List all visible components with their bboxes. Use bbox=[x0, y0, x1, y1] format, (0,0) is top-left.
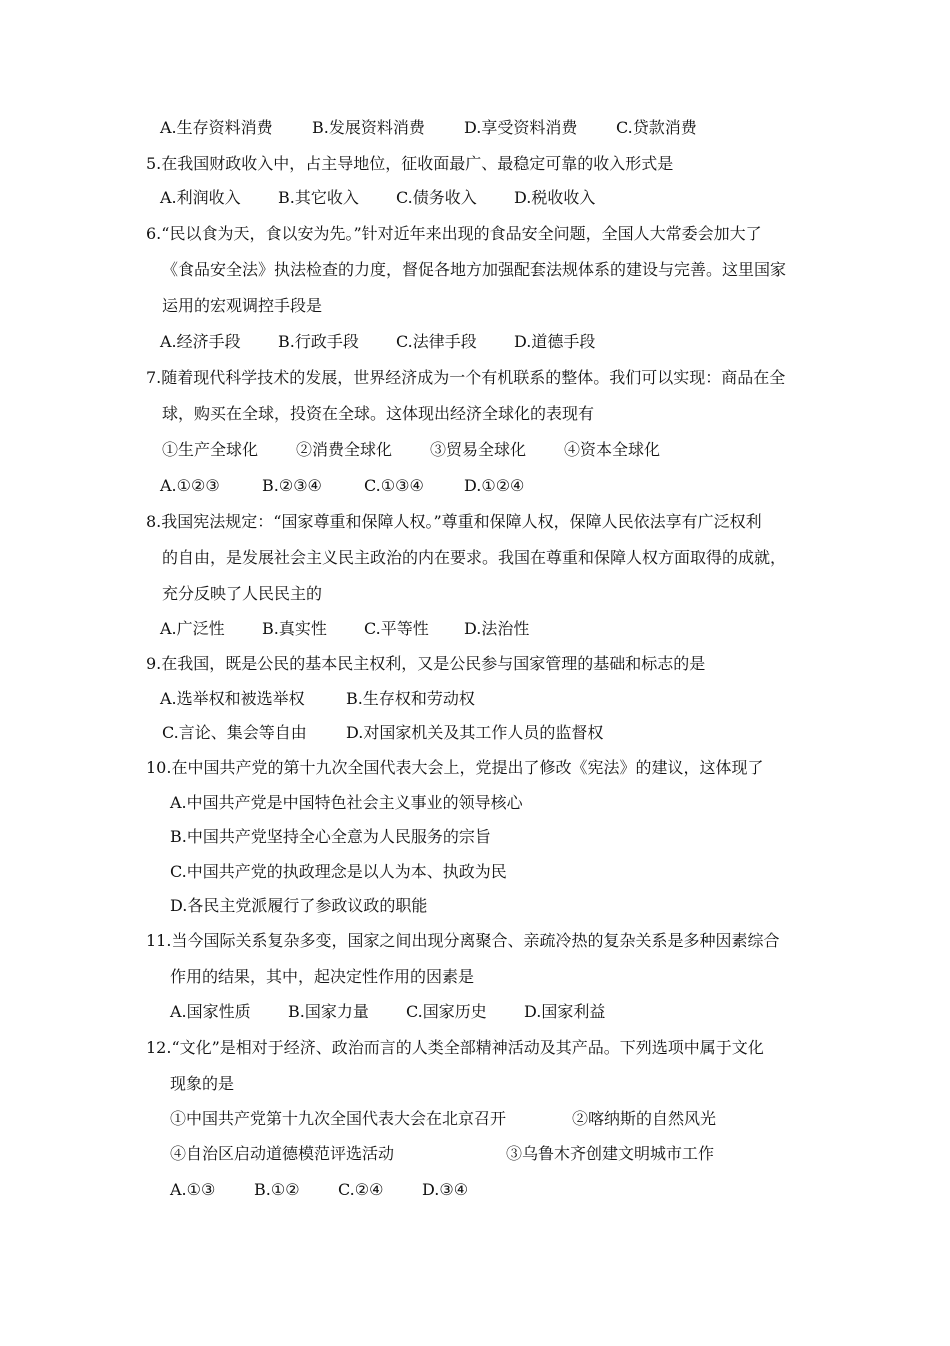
q4-option-c: C.贷款消费 bbox=[616, 118, 697, 137]
q5-option-b: B.其它收入 bbox=[278, 188, 359, 207]
q12-option-b: B.①② bbox=[254, 1180, 300, 1199]
q11-option-b: B.国家力量 bbox=[288, 1002, 369, 1021]
q5-option-a: A.利润收入 bbox=[160, 188, 241, 207]
q11-option-c: C.国家历史 bbox=[406, 1002, 487, 1021]
q6-option-a: A.经济手段 bbox=[160, 332, 241, 351]
q7-item-2: ②消费全球化 bbox=[296, 440, 393, 459]
q8-option-c: C.平等性 bbox=[364, 619, 429, 638]
q12-option-a: A.①③ bbox=[170, 1180, 216, 1199]
q7-stem-line-1: 7.随着现代科学技术的发展，世界经济成为一个有机联系的整体。我们可以实现：商品在全 bbox=[146, 368, 786, 387]
q12-stem-line-2: 现象的是 bbox=[170, 1074, 235, 1093]
q12-option-c: C.②④ bbox=[338, 1180, 384, 1199]
q9-option-c: C.言论、集会等自由 bbox=[162, 723, 307, 742]
q8-option-d: D.法治性 bbox=[464, 619, 530, 638]
q8-stem-line-1: 8.我国宪法规定：“国家尊重和保障人权。”尊重和保障人权，保障人民依法享有广泛权利 bbox=[146, 512, 762, 531]
q4-option-b: B.发展资料消费 bbox=[312, 118, 425, 137]
q6-stem-line-2: 《食品安全法》执法检查的力度，督促各地方加强配套法规体系的建设与完善。这里国家 bbox=[162, 260, 787, 279]
q6-option-d: D.道德手段 bbox=[514, 332, 596, 351]
q5-stem: 5.在我国财政收入中，占主导地位，征收面最广、最稳定可靠的收入形式是 bbox=[146, 154, 674, 173]
q8-option-a: A.广泛性 bbox=[160, 619, 225, 638]
q7-stem-line-2: 球，购买在全球，投资在全球。这体现出经济全球化的表现有 bbox=[162, 404, 595, 423]
q12-item-2: ②喀纳斯的自然风光 bbox=[572, 1109, 717, 1128]
q7-item-1: ①生产全球化 bbox=[162, 440, 259, 459]
q10-option-d: D.各民主党派履行了参政议政的职能 bbox=[170, 896, 428, 915]
q11-stem-line-1: 11.当今国际关系复杂多变，国家之间出现分离聚合、亲疏冷热的复杂关系是多种因素综合 bbox=[146, 931, 780, 950]
q8-stem-line-3: 充分反映了人民民主的 bbox=[162, 584, 323, 603]
q6-option-b: B.行政手段 bbox=[278, 332, 359, 351]
q7-option-c: C.①③④ bbox=[364, 476, 424, 495]
q9-option-d: D.对国家机关及其工作人员的监督权 bbox=[346, 723, 604, 742]
q9-stem: 9.在我国，既是公民的基本民主权利，又是公民参与国家管理的基础和标志的是 bbox=[146, 654, 706, 673]
q11-option-d: D.国家利益 bbox=[524, 1002, 606, 1021]
q12-item-1: ①中国共产党第十九次全国代表大会在北京召开 bbox=[170, 1109, 507, 1128]
q10-stem: 10.在中国共产党的第十九次全国代表大会上，党提出了修改《宪法》的建议，这体现了 bbox=[146, 758, 764, 777]
q5-option-d: D.税收收入 bbox=[514, 188, 596, 207]
q7-item-4: ④资本全球化 bbox=[564, 440, 661, 459]
q10-option-c: C.中国共产党的执政理念是以人为本、执政为民 bbox=[170, 862, 507, 881]
q12-stem-line-1: 12.“文化”是相对于经济、政治而言的人类全部精神活动及其产品。下列选项中属于文化 bbox=[146, 1038, 764, 1057]
q10-option-b: B.中国共产党坚持全心全意为人民服务的宗旨 bbox=[170, 827, 491, 846]
q12-item-3: ③乌鲁木齐创建文明城市工作 bbox=[506, 1144, 715, 1163]
q6-option-c: C.法律手段 bbox=[396, 332, 477, 351]
q7-option-b: B.②③④ bbox=[262, 476, 322, 495]
q7-option-a: A.①②③ bbox=[160, 476, 220, 495]
q7-option-d: D.①②④ bbox=[464, 476, 525, 495]
q10-option-a: A.中国共产党是中国特色社会主义事业的领导核心 bbox=[170, 793, 523, 812]
q12-item-4: ④自治区启动道德模范评选活动 bbox=[170, 1144, 395, 1163]
q11-stem-line-2: 作用的结果，其中，起决定性作用的因素是 bbox=[170, 967, 475, 986]
q6-stem-line-3: 运用的宏观调控手段是 bbox=[162, 296, 323, 315]
q8-stem-line-2: 的自由，是发展社会主义民主政治的内在要求。我国在尊重和保障人权方面取得的成就， bbox=[162, 548, 787, 567]
q11-option-a: A.国家性质 bbox=[170, 1002, 251, 1021]
q7-item-3: ③贸易全球化 bbox=[430, 440, 527, 459]
q5-option-c: C.债务收入 bbox=[396, 188, 477, 207]
q8-option-b: B.真实性 bbox=[262, 619, 327, 638]
q4-option-a: A.生存资料消费 bbox=[160, 118, 273, 137]
q9-option-b: B.生存权和劳动权 bbox=[346, 689, 475, 708]
q12-option-d: D.③④ bbox=[422, 1180, 469, 1199]
q4-option-d: D.享受资料消费 bbox=[464, 118, 578, 137]
q9-option-a: A.选举权和被选举权 bbox=[160, 689, 305, 708]
q6-stem-line-1: 6.“民以食为天，食以安为先。”针对近年来出现的食品安全问题，全国人大常委会加大了 bbox=[146, 224, 762, 243]
